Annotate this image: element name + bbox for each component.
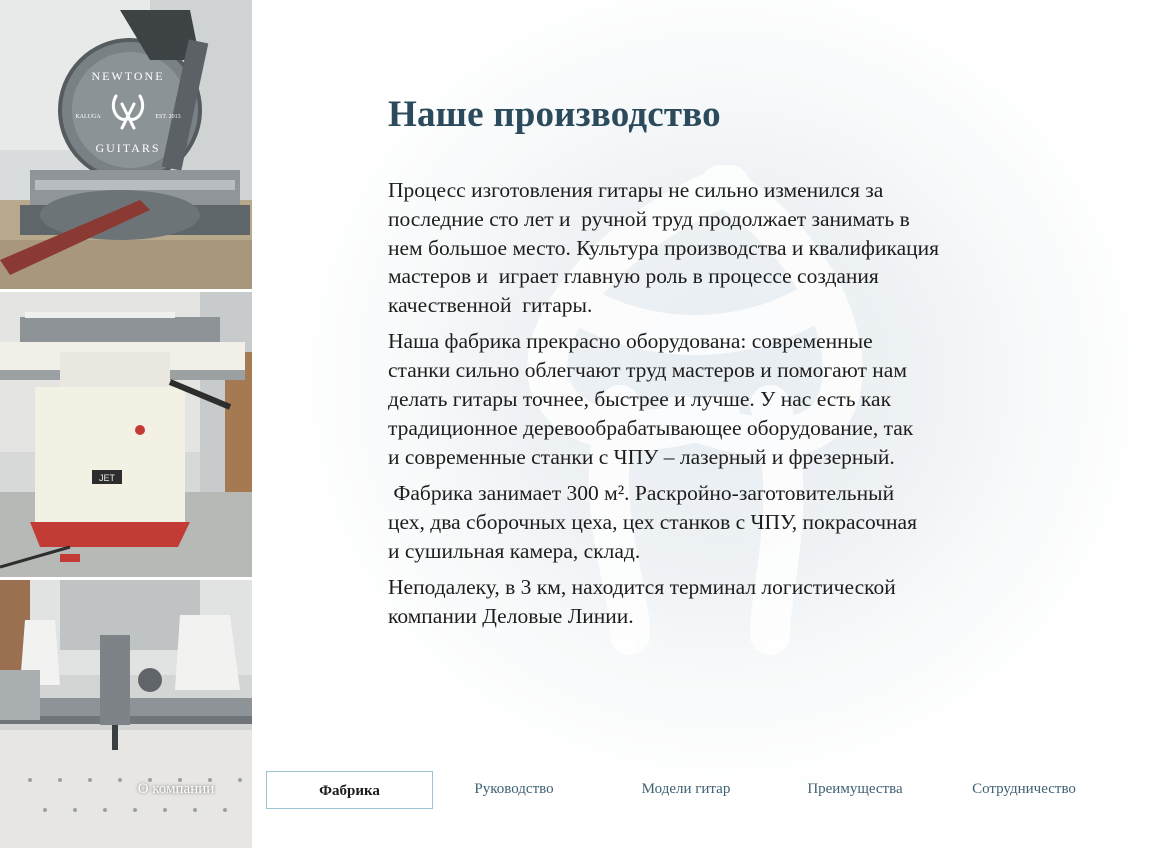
text-line: традиционное деревообрабатывающее оборудование, так <box>388 415 914 440</box>
body-text <box>388 176 1088 638</box>
main-navigation <box>0 770 1154 810</box>
paragraph-area <box>388 479 1088 565</box>
logo-city: KALUGA <box>75 114 101 120</box>
newtone-logo <box>73 58 183 168</box>
paragraph-equipment <box>388 327 1088 471</box>
nav-item-about[interactable]: О компании <box>137 781 215 797</box>
text-line: компании Деловые Линии. <box>388 603 634 628</box>
text-line: Неподалеку, в 3 км, находится терминал логистической <box>388 574 896 599</box>
nav-item-management[interactable]: Руководство <box>474 781 554 797</box>
paragraph-logistics <box>388 573 1088 631</box>
page-title: Наше производство <box>388 94 721 135</box>
text-line: и современные станки с ЧПУ – лазерный и фрезерный. <box>388 444 895 469</box>
nav-item-factory[interactable]: Фабрика <box>266 771 433 809</box>
text-line: делать гитары точнее, быстрее и лучше. У нас есть как <box>388 387 892 412</box>
text-line: мастеров и играет главную роль в процессе создания <box>388 264 879 289</box>
logo-brand-bottom: GUITARS <box>95 141 161 155</box>
text-line: Наша фабрика прекрасно оборудована: современные <box>388 329 873 354</box>
photo-column <box>0 0 252 848</box>
miter-saw-photo <box>0 0 252 289</box>
text-line: станки сильно облегчают труд мастеров и помогают нам <box>388 358 907 383</box>
paragraph-process <box>388 176 1088 320</box>
text-line: нем большое место. Культура производства и квалификация <box>388 235 940 260</box>
text-line: Процесс изготовления гитары не сильно изменился за <box>388 178 884 202</box>
text-line: и сушильная камера, склад. <box>388 538 641 563</box>
text-line: цех, два сборочных цеха, цех станков с ЧПУ, покрасочная <box>388 509 917 534</box>
nav-item-guitar-models[interactable]: Модели гитар <box>641 781 731 797</box>
text-line: последние сто лет и ручной труд продолжает занимать в <box>388 206 910 231</box>
nav-item-cooperation[interactable]: Сотрудничество <box>972 781 1076 797</box>
text-line: Фабрика занимает 300 м². Раскройно-заготовительный <box>388 480 895 505</box>
logo-brand-top: NEWTONE <box>91 69 165 83</box>
jointer-machine-photo <box>0 292 252 577</box>
text-line: качественной гитары. <box>388 293 593 318</box>
nav-item-advantages[interactable]: Преимущества <box>807 781 903 797</box>
svg-text:JET: JET <box>98 473 116 483</box>
logo-established: EST. 2013 <box>155 114 181 120</box>
